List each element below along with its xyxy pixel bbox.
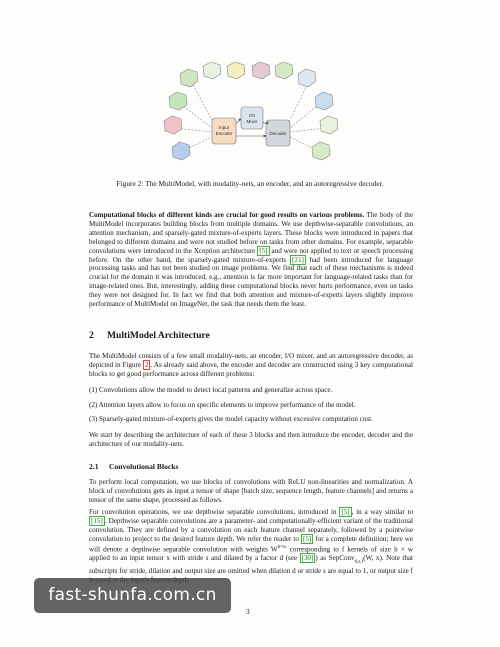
io-mixer-label: I/O [248,113,256,118]
io-mixer-box [241,107,263,129]
text-span: for a complete definition; here we will denote a depthwise separable convolution with weights W [89,534,413,553]
citation-link[interactable]: [30] [301,553,314,562]
modality-net-hexagon [164,116,182,134]
paragraph-separable-convolutions [89,508,413,585]
paragraph-heading: Computational blocks of different kinds are crucial for good results on various problems. [89,211,365,219]
text-span: corresponding to f kernels of size h × w applied to an input tensor x with stride s and dilated by a factor d (see [89,544,413,562]
list-item: (2) Attention layers allow to focus on specific elements to improve performance of the model. [89,401,356,409]
text-span: and were not applied to text or speech processing before. On the other hand, the sparsely-gated mixture-of-experts [89,246,413,264]
citation-link[interactable]: [21] [292,255,304,264]
text-span: had been introduced for language processing tasks and has not been studied on image problems. We find that each of these mechanisms is indeed crucial for the domain it was introduced, e.g., attention is far more important for language-related tasks than for image-related ones. But, interestingly, adding these computational blocks never hurts performance, even on tasks they were not designed for. In fact we find that both attention and mixture-of-experts layers slightly improve performance of MultiModel on ImageNet, the task that needs them the least. [89,255,414,309]
modality-net-hexagon [180,69,198,87]
paragraph-computational-blocks [89,211,413,309]
text-span: . As already said above, the encoder and decoder are constructed using 3 key computational blocks to get good performance across different problems: [89,360,414,378]
citation-link[interactable]: [15] [91,516,103,525]
modality-net-hexagon [252,62,270,79]
text-span: . Depthwise separable convolutions are a parameter- and computationally-efficient variant of the traditional convolution. They are defined by a convolution on each feature channel separately, followed by a pointwise convolution to project to the desired feature depth. We refer the reader to [89,516,413,543]
text-span: , in a way similar to [351,508,413,516]
section-title: MultiModel Architecture [107,330,210,341]
subscript: d,s,f [354,559,364,565]
subsection-title: Convolutional Blocks [109,462,179,471]
subsection-heading [89,462,178,471]
modality-net-hexagon [312,142,330,160]
input-encoder-label: Encoder [215,131,233,136]
text-span: (W, x). Note that subscripts for stride, dilation and output size are omitted when dilation d or stride s are equal to 1, or output size f [89,553,413,576]
watermark-overlay: fast-shunfa.com.cn [34,578,231,613]
figure-caption: Figure 2: The MultiModel, with modality-nets, an encoder, and an autoregressive decoder. [116,179,384,188]
modality-net-hexagon [298,69,316,87]
modality-net-hexagon [203,62,221,79]
text-span: For convolution operations, we use depthwise separable convolutions, introduced in [89,508,340,516]
modality-net-hexagon [172,142,190,160]
section-heading [89,330,210,341]
modality-net-hexagon [169,92,187,110]
paragraph-local-computation: To perform local computation, we use blocks of convolutions with ReLU non-linearities and normalization. A block of convolutions gets as input a tensor of shape [batch size, sequence length, feature channels] and returns a tensor of the same shape, processed as follows. [89,478,413,504]
modality-net-hexagon [315,92,333,110]
subsection-number: 2.1 [89,462,99,471]
io-mixer-label: Mixer [246,119,258,124]
list-item: (1) Convolutions allow the model to detect local patterns and generalize across space. [89,386,333,394]
page-number: 3 [246,607,250,616]
modality-net-hexagon [320,116,338,134]
text-span: ) as SepConv [315,553,355,562]
encoder-to-mixer-arrow [236,119,241,124]
superscript: h×w [277,544,287,550]
multimodel-figure [150,62,350,177]
citation-link[interactable]: [5] [259,246,268,255]
modality-net-hexagon [227,62,245,79]
modality-net-hexagon [275,62,293,79]
section-number: 2 [89,330,94,341]
text-span: The body of the MultiModel incorporates building blocks from multiple domains. We use depthwise-separable convolutions, an attention mechanism, and sparsely-gated mixture-of-experts layers. These blocks were introduced in papers that belonged to different domains and were not studied before on tasks from other domains. For example, separable convolutions were introduced in the Xception architecture [89,211,413,255]
paragraph-architecture [89,352,413,379]
citation-link[interactable]: [5] [303,534,312,543]
list-item: (3) Sparsely-gated mixture-of-experts gives the model capacity without excessive computation cost. [89,415,373,423]
citation-link[interactable]: [5] [341,508,350,516]
paragraph-overview: We start by describing the architecture of each of these 3 blocks and then introduce the encoder, decoder and the architecture of our modality-nets. [89,431,413,448]
input-encoder-label: Input [218,125,230,130]
text-span: The MultiModel consists of a few small modality-nets, an encoder, I/O mixer, and an autoregressive decoder, as depicted in Figure [89,352,413,369]
figure-reference-link[interactable]: 2 [144,360,149,369]
decoder-label: Decoder [269,131,287,136]
